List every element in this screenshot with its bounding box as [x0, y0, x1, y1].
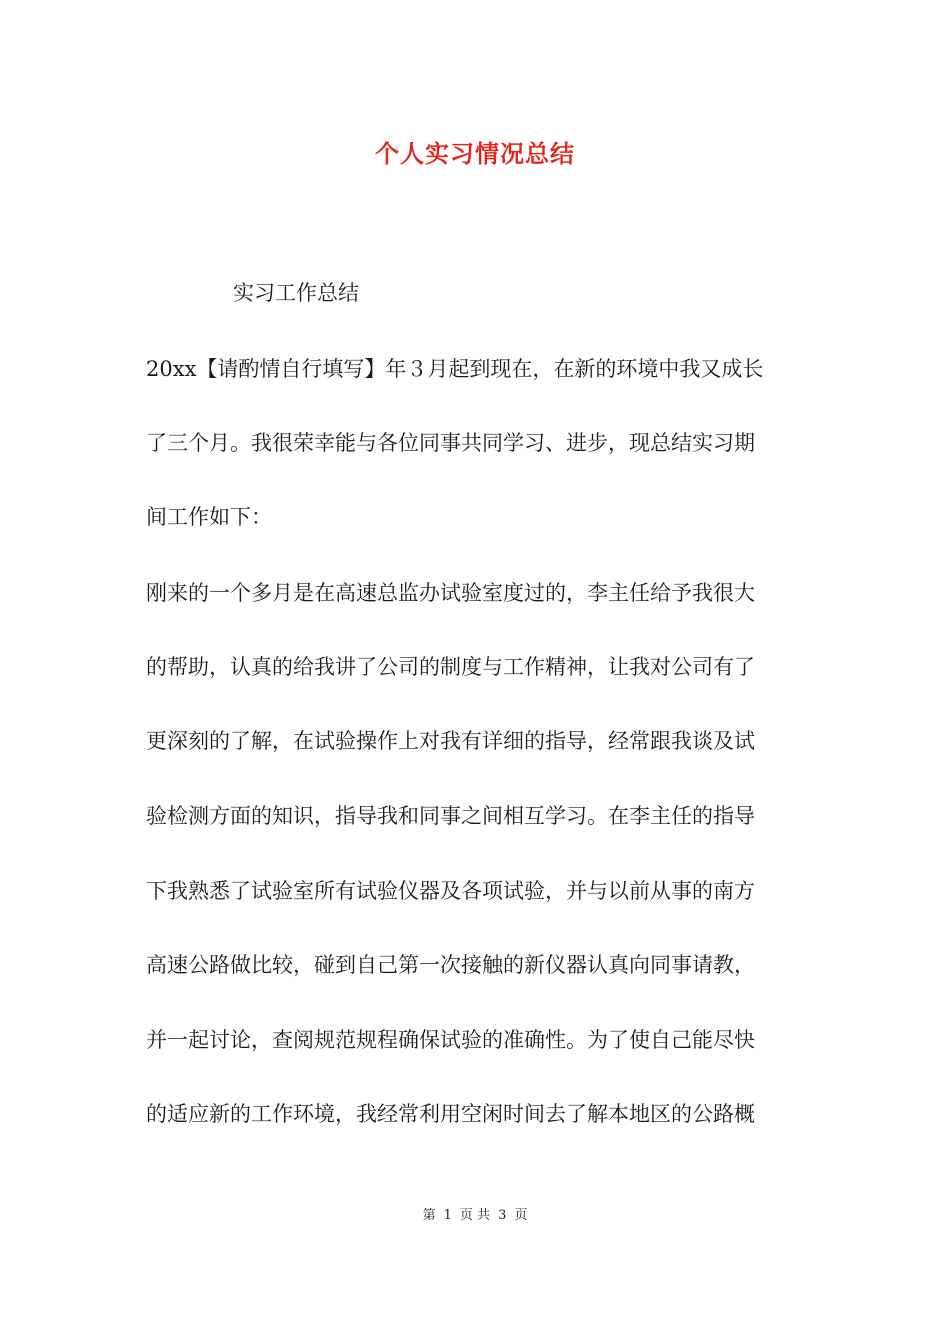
body-line: 20xx【请酌情自行填写】年３月起到现在，在新的环境中我又成长 — [146, 357, 764, 381]
body-line: 并一起讨论，查阅规范规程确保试验的准确性。为了使自己能尽快 — [146, 1028, 755, 1052]
body-line: 的适应新的工作环境，我经常利用空闲时间去了解本地区的公路概 — [146, 1102, 755, 1126]
current-page-number: 1 — [443, 1208, 452, 1223]
body-line: 的帮助，认真的给我讲了公司的制度与工作精神，让我对公司有了 — [146, 655, 755, 679]
body-line: 刚来的一个多月是在高速总监办试验室度过的，李主任给予我很大 — [146, 581, 755, 605]
page-label-mid: 页 共 — [459, 1208, 491, 1223]
page-footer — [0, 1207, 950, 1225]
body-line: 验检测方面的知识，指导我和同事之间相互学习。在李主任的指导 — [146, 804, 755, 828]
body-line: 更深刻的了解，在试验操作上对我有详细的指导，经常跟我谈及试 — [146, 729, 755, 753]
body-line: 下我熟悉了试验室所有试验仪器及各项试验，并与以前从事的南方 — [146, 879, 755, 903]
total-pages-number: 3 — [498, 1208, 507, 1223]
body-line: 高速公路做比较，碰到自己第一次接触的新仪器认真向同事请教， — [146, 953, 755, 977]
section-heading: 实习工作总结 — [233, 281, 359, 305]
page-label-suffix: 页 — [514, 1208, 528, 1223]
body-line: 了三个月。我很荣幸能与各位同事共同学习、进步，现总结实习期 — [146, 431, 755, 455]
body-line: 间工作如下： — [146, 505, 272, 529]
document-title: 个人实习情况总结 — [375, 139, 575, 168]
page-label-prefix: 第 — [422, 1208, 436, 1223]
